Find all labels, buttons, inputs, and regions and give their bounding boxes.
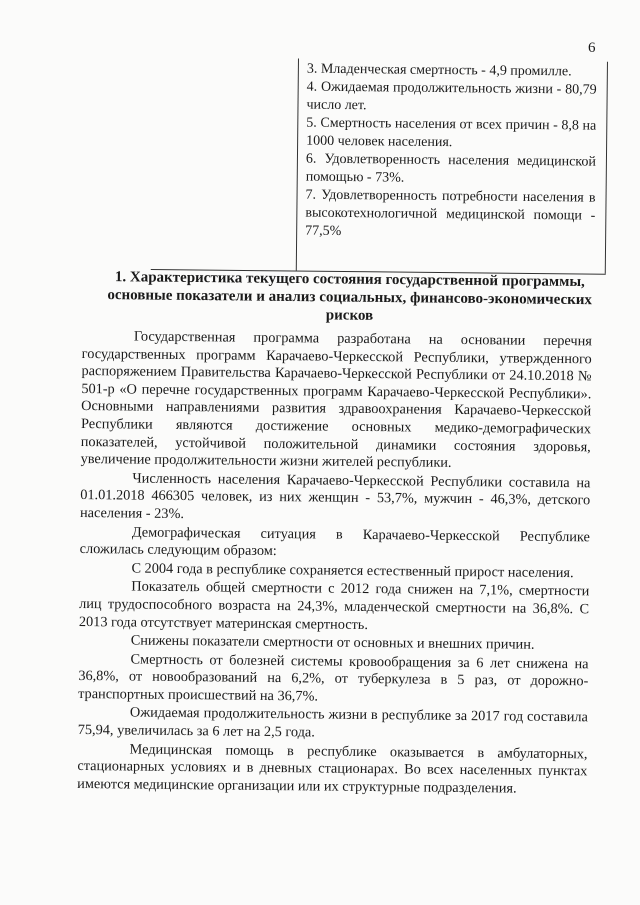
table-right-border [605,62,608,274]
paragraph: С 2004 года в республике сохраняется естественный прирост населения. [131,560,574,581]
indicator-item: 6. Удовлетворенность населения медицинской помощью - 73%. [305,151,597,186]
body-text [77,328,592,800]
indicators-table [151,57,608,275]
paragraph: Ожидаемая продолжительность жизни в республике за 2017 год составила 75,94, увеличилась за 6 лет на 2,5 года. [77,704,589,741]
page-number: 6 [588,40,596,56]
indicator-item: 4. Ожидаемая продолжительность жизни - 80,79 число лет. [306,79,597,114]
indicator-item: 3. Младенческая смертность - 4,9 промилле. [306,61,572,80]
paragraph: Государственная программа разработана на основании перечня государственных программ Карачаево-Черкесской Республики, утвержденного распоряжением Правительства Карачаево-Черкесской Республики от 24.10.2018 № 501-р «О перечне государственных программ Карачаево-Черкесской Республики». Основными направлениями развития здравоохранения Карачаево-Черкесской Республики являются достижение основных медико-демографических показателей, устойчивой положительной динамики состояния здоровья, увеличение продолжительности жизни жителей республики. [80,328,592,472]
indicator-item: 5. Смертность населения от всех причин - 8,8 на 1000 человек населения. [306,115,597,151]
indicators-cell [305,61,597,244]
paragraph: Медицинская помощь в республике оказывается в амбулаторных, стационарных условиях и в дневных стационарах. Во всех населенных пунктах имеются медицинские организации или их структурные подразделения. [77,741,588,797]
paragraph: Демографическая ситуация в Карачаево-Черкесской Республике сложилась следующим образом: [79,524,590,560]
section-title: 1. Характеристика текущего состояния государственной программы, основные показатели и анализ социальных, финансово-экономических рисков [107,269,593,324]
indicator-item: 7. Удовлетворенность потребности населения в высокотехнологичной медицинской помощи - 77,5% [305,187,596,239]
paragraph: Смертность от болезней системы кровообращения за 6 лет снижена на 36,8%, от новообразований на 6,2%, от туберкулеза в 5 раз, от дорожно-транспортных происшествий на 36,7%. [78,651,589,705]
paragraph: Снижены показатели смертности от основных и внешних причин. [130,632,535,653]
paragraph: Показатель общей смертности с 2012 года снижен на 7,1%, смертности лиц трудоспособного возраста на 24,3%, младенческой смертности на 36,8%. С 2013 года отсутствует материнская смертность. [78,578,590,633]
table-left-border [296,59,299,271]
paragraph: Численность населения Карачаево-Черкесской Республики составила на 01.01.2018 466305 человек, из них женщин - 53,7%, мужчин - 46,3%, детского населения - 23%. [79,470,591,523]
